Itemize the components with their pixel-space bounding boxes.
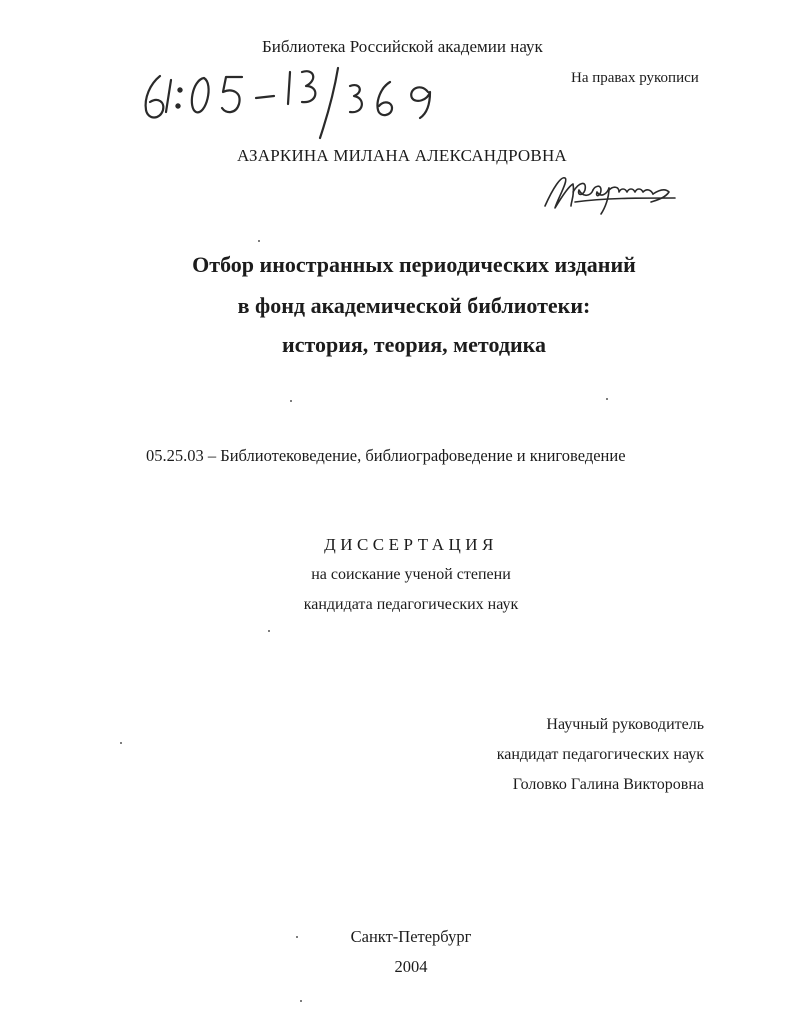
title-line-1: Отбор иностранных периодических изданий: [192, 252, 636, 277]
title-line-2: в фонд академической библиотеки:: [237, 293, 591, 318]
dissertation-degree-line-1: на соискание ученой степени: [311, 566, 511, 583]
scan-speck: [606, 398, 608, 400]
scan-speck: [290, 400, 292, 402]
supervisor-degree: кандидат педагогических наук: [496, 746, 704, 763]
specialty-code: 05.25.03 – Библиотековедение, библиографоведение и книговедение: [146, 446, 626, 465]
dissertation-heading: ДИССЕРТАЦИЯ: [324, 535, 498, 554]
author-name: АЗАРКИНА МИЛАНА АЛЕКСАНДРОВНА: [237, 146, 567, 165]
title-line-3: история, теория, методика: [282, 332, 546, 357]
supervisor-role: Научный руководитель: [546, 716, 704, 733]
scan-speck: [268, 630, 270, 632]
scan-speck: [300, 1000, 302, 1002]
manuscript-rights-label: На правах рукописи: [571, 70, 699, 86]
scan-speck: [120, 742, 122, 744]
year: 2004: [394, 957, 428, 976]
supervisor-name: Головко Галина Викторовна: [512, 776, 704, 793]
library-name: Библиотека Российской академии наук: [262, 37, 543, 56]
city: Санкт-Петербург: [350, 927, 472, 946]
author-signature: [535, 168, 685, 218]
scan-speck: [258, 240, 260, 242]
scan-speck: [296, 936, 298, 938]
dissertation-degree-line-2: кандидата педагогических наук: [303, 596, 519, 613]
handwritten-catalog-code: [138, 62, 458, 140]
